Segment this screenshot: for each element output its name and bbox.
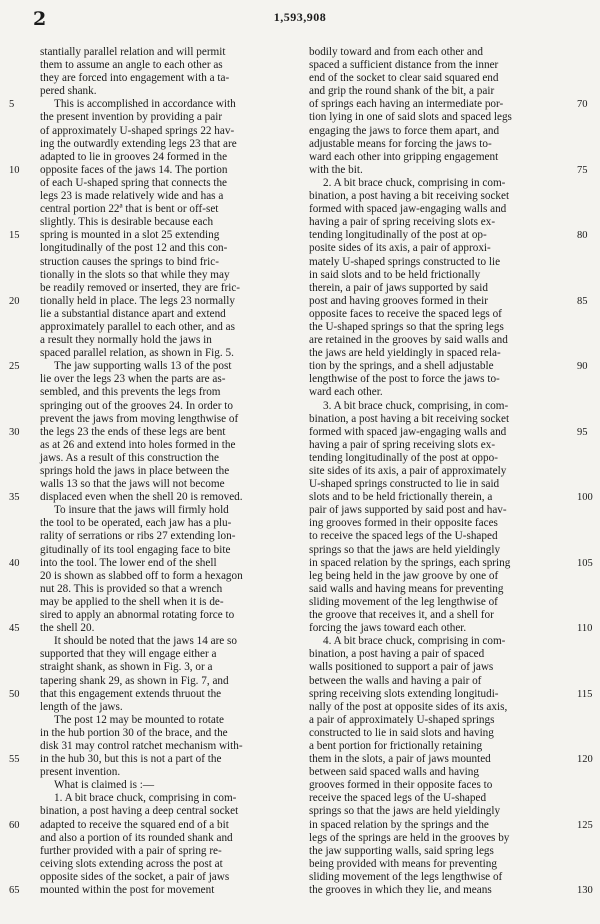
text-line: spaced parallel relation, as shown in Fig. 5.	[40, 347, 234, 360]
text-line: a pair of approximately U-shaped springs	[309, 713, 495, 726]
text-line: stantially parallel relation and will permit	[40, 46, 226, 58]
margin-line-number: 90	[577, 361, 588, 373]
text-line: bination, a post having a bit receiving socket	[309, 190, 510, 203]
text-line: 1. A bit brace chuck, comprising in com-	[54, 792, 237, 805]
text-line: To insure that the jaws will firmly hold	[54, 504, 229, 517]
margin-line-number: 125	[577, 819, 593, 831]
text-line: rality of serrations or ribs 27 extending lon-	[40, 530, 236, 543]
text-line: straight shank, as shown in Fig. 3, or a	[40, 661, 213, 674]
text-line: pair of jaws supported by said post and hav-	[309, 504, 507, 517]
text-line: posite sides of its axis, a pair of approxi-	[309, 242, 491, 255]
text-line: in the hub 30, but this is not a part of the	[40, 753, 222, 766]
text-line: tion lying in one of said slots and spaced legs	[309, 111, 512, 124]
text-line: leg being held in the jaw groove by one of	[309, 569, 499, 582]
text-line: that this engagement extends thruout the	[40, 687, 222, 700]
margin-line-number: 10	[9, 164, 20, 176]
margin-line-number: 25	[9, 361, 20, 373]
text-line: jaws. As a result of this construction the	[40, 451, 219, 464]
text-line: pered shank.	[40, 85, 97, 98]
margin-line-number: 40	[9, 557, 20, 569]
text-line: sliding movement of the leg lengthwise of	[309, 595, 498, 608]
text-line: they are forced into engagement with a ta-	[40, 72, 230, 85]
text-line: springing out of the grooves 24. In order to	[40, 399, 233, 412]
text-line: bodily toward and from each other and	[309, 46, 483, 58]
margin-line-number: 120	[577, 754, 593, 766]
text-line: engaging the jaws to force them apart, and	[309, 124, 500, 137]
margin-line-number: 30	[9, 426, 20, 438]
text-line: displaced even when the shell 20 is removed.	[40, 491, 243, 504]
page-number: 2	[33, 8, 47, 30]
text-line: opposite faces of the jaws 14. The portion	[40, 163, 228, 176]
text-line: walls 13 so that the jaws will not become	[40, 478, 225, 491]
text-line: sliding movement of the legs lengthwise of	[309, 870, 503, 883]
margin-line-number: 20	[9, 295, 20, 307]
text-line: in spaced relation by the springs, each spring	[309, 556, 511, 569]
text-line: adapted to lie in grooves 24 formed in the	[40, 150, 228, 163]
text-line: therein, a pair of jaws supported by said	[309, 281, 488, 294]
margin-line-number: 5	[9, 99, 15, 111]
text-line: walls positioned to support a pair of jaws	[309, 661, 494, 674]
text-line: the jaws are held yieldingly in spaced rela-	[309, 347, 501, 360]
text-line: grooves formed in their opposite faces to	[309, 779, 493, 792]
text-line: struction causes the springs to bind fric-	[40, 255, 219, 268]
text-line: may be applied to the shell when it is de-	[40, 595, 224, 608]
text-line: being provided with means for preventing	[309, 857, 497, 870]
text-line: the jaw supporting walls, said spring legs	[309, 844, 494, 857]
text-line: mounted within the post for movement	[40, 884, 215, 896]
text-line: It should be noted that the jaws 14 are so	[54, 635, 237, 648]
text-line: nally of the post at opposite sides of its axis,	[309, 700, 508, 713]
text-line: slots and to be held frictionally therein, a	[309, 491, 493, 504]
text-line: end of the socket to clear said squared end	[309, 72, 499, 85]
margin-line-number: 35	[9, 492, 20, 504]
text-line: with the bit.	[309, 163, 363, 176]
text-line: further provided with a pair of spring re-	[40, 844, 222, 857]
margin-line-number: 15	[9, 230, 20, 242]
text-line: spring is mounted in a slot 25 extending	[40, 229, 220, 242]
margin-line-number: 95	[577, 426, 588, 438]
text-line: opposite sides of the socket, a pair of jaws	[40, 870, 230, 883]
margin-line-number: 80	[577, 230, 588, 242]
text-line: bination, a post having a pair of spaced	[309, 648, 485, 661]
text-line: This is accomplished in accordance with	[54, 98, 236, 111]
text-line: a bent portion for frictionally retaining	[309, 739, 483, 752]
margin-line-number: 70	[577, 99, 588, 111]
text-line: The jaw supporting walls 13 of the post	[54, 360, 232, 373]
text-line: tion by the springs, and a shell adjustable	[309, 360, 494, 373]
text-line: gitudinally of its tool engaging face to bite	[40, 543, 231, 556]
text-line: formed with spaced jaw-engaging walls and	[309, 203, 507, 216]
text-line: 20 is shown as slabbed off to form a hexagon	[40, 569, 243, 582]
text-line: the tool to be operated, each jaw has a plu-	[40, 517, 232, 530]
text-line: and also a portion of its rounded shank and	[40, 831, 233, 844]
page-header	[0, 0, 600, 40]
text-line: springs hold the jaws in place between the	[40, 465, 230, 477]
text-line: present invention.	[40, 766, 121, 779]
text-line: 2. A bit brace chuck, comprising in com-	[323, 176, 506, 189]
text-line: of springs each having an intermediate por-	[309, 98, 504, 111]
text-line: in spaced relation by the springs and the	[309, 818, 489, 831]
text-line: into the tool. The lower end of the shell	[40, 556, 217, 569]
text-line: supported that they will engage either a	[40, 648, 217, 661]
margin-line-number: 110	[577, 623, 593, 635]
text-line: tending longitudinally of the post at op-	[309, 229, 487, 242]
margin-line-number: 105	[577, 557, 593, 569]
text-line: spring receiving slots extending longitudi-	[309, 687, 499, 700]
text-line: formed with spaced jaw-engaging walls and	[309, 425, 507, 438]
margin-line-number: 115	[577, 688, 593, 700]
text-line: between said spaced walls and having	[309, 766, 479, 779]
text-line: spaced a sufficient distance from the inner	[309, 59, 499, 72]
text-line: receive the spaced legs of the U-shaped	[309, 792, 487, 805]
text-line: ing the outwardly extending legs 23 that are	[40, 137, 237, 150]
text-line: between the walls and having a pair of	[309, 674, 482, 687]
text-line: constructed to lie in said slots and having	[309, 726, 494, 739]
text-line: to receive the spaced legs of the U-shaped	[309, 530, 498, 543]
text-line: the groove that receives it, and a shell for	[309, 609, 494, 622]
text-line: What is claimed is :—	[54, 779, 155, 792]
text-line: U-shaped springs constructed to lie in said	[309, 478, 500, 491]
text-line: ceiving slots extending across the post at	[40, 857, 223, 870]
margin-line-number: 50	[9, 688, 20, 700]
text-line: lie over the legs 23 when the parts are as-	[40, 373, 226, 386]
text-line: the grooves in which they lie, and means	[309, 884, 492, 896]
text-line: having a pair of spring receiving slots ex-	[309, 438, 496, 451]
margin-line-number: 85	[577, 295, 588, 307]
text-line: approximately parallel to each other, and as	[40, 320, 235, 333]
text-line: them to assume an angle to each other as	[40, 59, 223, 72]
text-line: a result they normally hold the jaws in	[40, 334, 212, 347]
text-line: tapering shank 29, as shown in Fig. 7, and	[40, 674, 229, 687]
patent-number: 1,593,908	[273, 10, 327, 24]
text-line: legs of the springs are held in the grooves by	[309, 831, 510, 844]
text-line: of each U-shaped spring that connects the	[40, 176, 228, 189]
text-line: in the hub portion 30 of the brace, and the	[40, 726, 228, 739]
text-line: prevent the jaws from moving lengthwise of	[40, 412, 239, 425]
text-line: legs 23 is made relatively wide and has a	[40, 190, 224, 203]
text-line: ward each other.	[309, 386, 383, 399]
text-line: disk 31 may control ratchet mechanism with-	[40, 739, 243, 752]
text-line: the present invention by providing a pair	[40, 111, 223, 124]
text-line: sembled, and this prevents the legs from	[40, 386, 221, 399]
text-line: adjustable means for forcing the jaws to-	[309, 137, 492, 150]
text-line: longitudinally of the post 12 and this con-	[40, 242, 228, 255]
text-line: slightly. This is desirable because each	[40, 216, 214, 229]
text-line: mately U-shaped springs constructed to lie	[309, 255, 501, 268]
margin-line-number: 100	[577, 492, 593, 504]
text-line: the shell 20.	[40, 622, 95, 635]
margin-line-number: 60	[9, 819, 20, 831]
margin-line-number: 75	[577, 164, 588, 176]
text-line: the legs 23 the ends of these legs are bent	[40, 425, 226, 438]
margin-line-number: 130	[577, 885, 593, 897]
text-line: forcing the jaws toward each other.	[309, 622, 467, 635]
text-line: and grip the round shank of the bit, a pair	[309, 85, 495, 98]
text-line: tionally held in place. The legs 23 normally	[40, 294, 235, 307]
text-line: are retained in the grooves by said walls and	[309, 334, 508, 347]
text-line: bination, a post having a deep central socket	[40, 805, 239, 818]
text-line: be readily removed or inserted, they are fric-	[40, 281, 241, 294]
text-line: the U-shaped springs so that the spring legs	[309, 320, 504, 333]
text-line: length of the jaws.	[40, 700, 123, 713]
text-line: adapted to receive the squared end of a bit	[40, 818, 229, 831]
text-line: The post 12 may be mounted to rotate	[54, 713, 224, 726]
left-text-column	[40, 46, 303, 897]
margin-line-number: 55	[9, 754, 20, 766]
text-line: lie a substantial distance apart and extend	[40, 307, 226, 320]
text-line: 3. A bit brace chuck, comprising, in com-	[323, 399, 509, 412]
text-line: post and having grooves formed in their	[309, 294, 488, 307]
text-line: having a pair of spring receiving slots ex-	[309, 216, 496, 229]
text-line: as at 26 and extend into holes formed in the	[40, 438, 236, 451]
text-line: them in the slots, a pair of jaws mounted	[309, 753, 491, 766]
text-line: bination, a post having a bit receiving socket	[309, 412, 510, 425]
text-line: springs so that the jaws are held yieldingly	[309, 805, 501, 818]
text-line: 4. A bit brace chuck, comprising in com-	[323, 635, 506, 648]
margin-line-number: 45	[9, 623, 20, 635]
text-line: opposite faces to receive the spaced legs of	[309, 307, 502, 320]
text-line: ward each other into gripping engagement	[309, 150, 499, 163]
text-line: site sides of its axis, a pair of approximately	[309, 465, 507, 477]
text-line: ing grooves formed in their opposite faces	[309, 517, 498, 530]
text-line: tionally in the slots so that while they may	[40, 268, 230, 281]
text-line: tending longitudinally of the post at oppo-	[309, 451, 498, 464]
text-line: central portion 22ª that is bent or off-set	[40, 203, 219, 216]
text-line: of approximately U-shaped springs 22 hav-	[40, 124, 235, 137]
text-line: springs so that the jaws are held yieldingly	[309, 543, 501, 556]
text-line: sired to apply an abnormal rotating force to	[40, 609, 235, 622]
margin-line-number: 65	[9, 885, 20, 897]
text-line: said walls and having means for preventing	[309, 582, 504, 595]
right-text-column	[309, 46, 572, 897]
text-line: in said slots and to be held frictionally	[309, 268, 481, 281]
text-line: lengthwise of the post to force the jaws to-	[309, 373, 500, 386]
text-line: nut 28. This is provided so that a wrench	[40, 582, 223, 595]
